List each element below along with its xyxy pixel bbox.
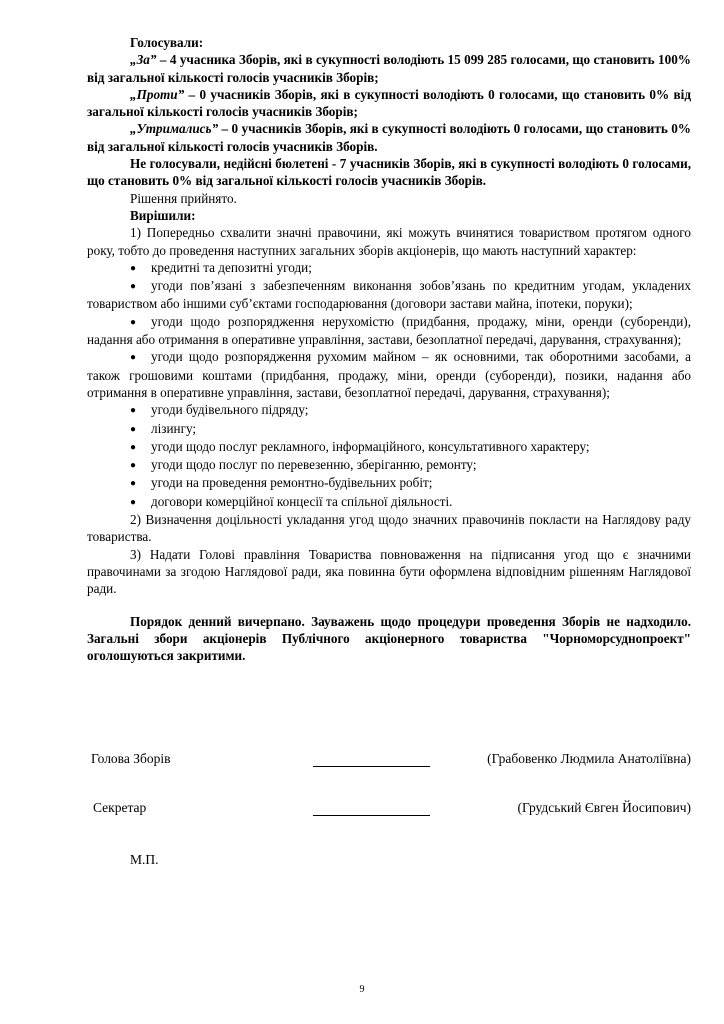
- chair-role: Голова Зборів: [91, 751, 171, 766]
- bullet-icon: ●: [130, 496, 137, 508]
- list-item-text: угоди пов’язані з забезпеченням виконання зобов’язань по кредитним угодам, укладених товариством або іншими суб’єктами господарювання (договори застави майна, іпотеки, поруки);: [87, 278, 691, 312]
- decision-item-2: 2) Визначення доцільності укладання угод щодо значних правочинів покласти на Наглядову раду товариства.: [87, 512, 691, 545]
- voting-heading: Голосували:: [130, 35, 204, 50]
- list-item: [87, 438, 691, 456]
- bullet-icon: ●: [130, 262, 137, 274]
- vote-for-label: „За”: [130, 52, 157, 68]
- page-number: 9: [359, 984, 365, 995]
- list-item: [87, 493, 691, 511]
- vote-for-text: – 4 учасника Зборів, які в сукупності володіють 15 099 285 голосами, що становить 100% від загальної кількості голосів учасників Зборів;: [87, 52, 691, 85]
- decision-item-3: 3) Надати Голові правління Товариства повноваження на підписання угод що є значними правочинами за згодою Наглядової ради, яка повинна бути оформлена відповідним рішенням Наглядової ради.: [87, 546, 691, 597]
- vote-invalid: Не голосували, недійсні бюлетені - 7 учасників Зборів, які в сукупності володіють 0 голосами, що становить 0% від загальної кількості голосів учасників Зборів.: [87, 156, 691, 189]
- deal-type-list: [87, 259, 691, 511]
- secretary-name: (Грудський Євген Йосипович): [517, 800, 691, 815]
- list-item: [87, 456, 691, 474]
- vote-abstain: [87, 120, 691, 155]
- vote-for: [87, 51, 691, 86]
- list-item: [87, 277, 691, 313]
- bullet-icon: ●: [130, 423, 137, 435]
- vote-abstain-label: „Утримались”: [130, 121, 219, 137]
- list-item-text: угоди щодо розпорядження рухомим майном – як основними, так оборотними засобами, а також грошовими коштами (придбання, продажу, міни, оренди (суборенди), позики, надання або отримання в оперативне управління, застави, безоплатної передачі, дарування, страхування);: [87, 349, 691, 400]
- list-item-text: договори комерційної концесії та спільної діяльності.: [151, 493, 453, 509]
- vote-against-label: „Проти”: [130, 86, 185, 102]
- chair-signature-row: [87, 751, 691, 771]
- list-item: [87, 474, 691, 492]
- vote-abstain-text: – 0 учасників Зборів, які в сукупності володіють 0 голосами, що становить 0% від загальної кількості голосів учасників Зборів.: [87, 121, 691, 154]
- decision-item-1: 1) Попередньо схвалити значні правочини, які можуть вчинятися товариством протягом одного року, тобто до проведення наступних загальних зборів акціонерів, що мають наступний характер:: [87, 225, 691, 258]
- list-item-text: угоди на проведення ремонтно-будівельних робіт;: [151, 475, 433, 491]
- list-item-text: угоди щодо розпорядження нерухомістю (придбання, продажу, міни, оренди (суборенди), надання або отримання в оперативне управління, застави, безоплатної передачі, дарування, страхування);: [87, 313, 691, 348]
- list-item: [87, 401, 691, 419]
- chair-name: (Грабовенко Людмила Анатоліївна): [487, 751, 691, 766]
- bullet-icon: ●: [130, 460, 137, 472]
- list-item-text: угоди щодо послуг рекламного, інформаційного, консультативного характеру;: [151, 438, 590, 454]
- list-item: [87, 348, 691, 401]
- list-item-text: угоди будівельного підряду;: [151, 402, 309, 418]
- secretary-signature-line: [313, 800, 430, 816]
- bullet-icon: ●: [130, 441, 137, 453]
- bullet-icon: ●: [130, 405, 137, 417]
- closing-statement: Порядок денний вичерпано. Зауважень щодо процедури проведення Зборів не надходило. Загальні збори акціонерів Публічного акціонерного товариства "Чорноморсуднопроект" оголошуються закритими.: [87, 613, 691, 664]
- chair-signature-line: [313, 751, 430, 767]
- decision-adopted: Рішення прийнято.: [130, 190, 237, 206]
- list-item: [87, 420, 691, 438]
- secretary-role: Секретар: [93, 800, 147, 815]
- paragraph-spacer: [87, 598, 691, 613]
- secretary-signature-row: [87, 800, 691, 820]
- bullet-icon: ●: [130, 281, 137, 293]
- list-item: [87, 259, 691, 277]
- list-item-text: кредитні та депозитні угоди;: [151, 259, 312, 275]
- list-item: [87, 313, 691, 349]
- bullet-icon: ●: [130, 352, 137, 364]
- vote-against: [87, 86, 691, 121]
- vote-against-text: – 0 учасників Зборів, які в сукупності володіють 0 голосами, що становить 0% від загальної кількості голосів учасників Зборів;: [87, 86, 691, 120]
- decision-heading: Вирішили:: [130, 207, 196, 223]
- list-item-text: лізингу;: [151, 420, 197, 436]
- document-body: [87, 34, 691, 664]
- list-item-text: угоди щодо послуг по перевезенню, зберіганню, ремонту;: [151, 457, 477, 473]
- seal-mark: М.П.: [130, 852, 159, 867]
- bullet-icon: ●: [130, 478, 137, 490]
- bullet-icon: ●: [130, 316, 137, 328]
